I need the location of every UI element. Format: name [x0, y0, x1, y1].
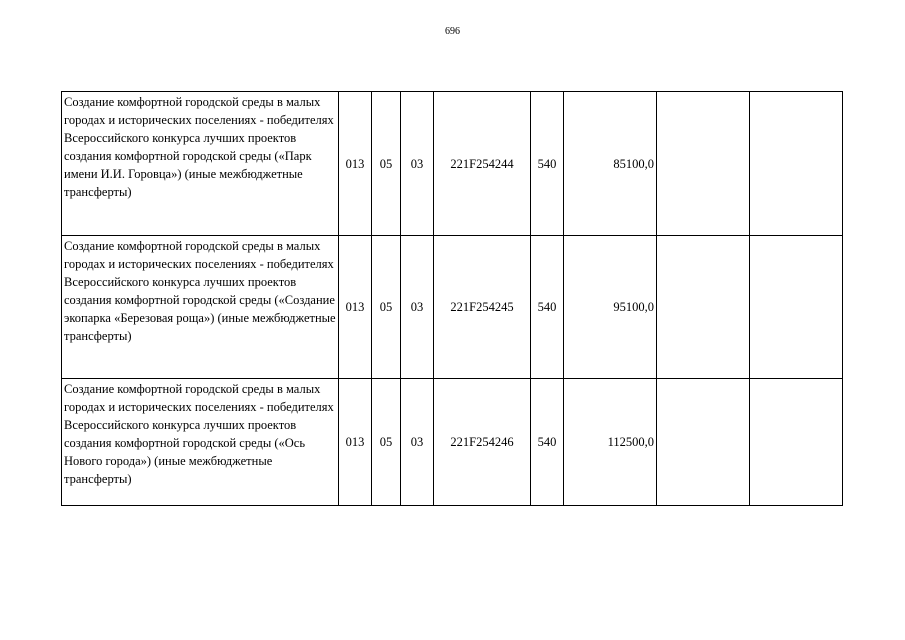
table-row — [62, 236, 843, 379]
expense-type-code: 540 — [531, 379, 564, 506]
amount-value: 112500,0 — [564, 379, 657, 506]
row-description: Создание комфортной городской среды в малых городах и исторических поселениях - победителях Всероссийского конкурса лучших проектов создания комфортной городской среды («Парк имени И.И. Горовца») (иные межбюджетные трансферты) — [62, 92, 339, 236]
row-description: Создание комфортной городской среды в малых городах и исторических поселениях - победителях Всероссийского конкурса лучших проектов создания комфортной городской среды («Ось Нового города») (иные межбюджетные трансферты) — [62, 379, 339, 506]
section-code: 05 — [372, 92, 401, 236]
target-article-code: 221F254246 — [434, 379, 531, 506]
table-row — [62, 92, 843, 236]
page-number: 696 — [445, 26, 460, 37]
row-description: Создание комфортной городской среды в малых городах и исторических поселениях - победителях Всероссийского конкурса лучших проектов создания комфортной городской среды («Создание экопарка «Березовая роща») (иные межбюджетные трансферты) — [62, 236, 339, 379]
amount-value: 95100,0 — [564, 236, 657, 379]
target-article-code: 221F254245 — [434, 236, 531, 379]
empty-cell — [657, 379, 750, 506]
empty-cell — [657, 236, 750, 379]
subsection-code: 03 — [401, 379, 434, 506]
section-code: 05 — [372, 379, 401, 506]
ministry-code: 013 — [339, 92, 372, 236]
subsection-code: 03 — [401, 92, 434, 236]
target-article-code: 221F254244 — [434, 92, 531, 236]
empty-cell — [750, 92, 843, 236]
budget-table — [61, 91, 843, 506]
empty-cell — [657, 92, 750, 236]
expense-type-code: 540 — [531, 236, 564, 379]
section-code: 05 — [372, 236, 401, 379]
amount-value: 85100,0 — [564, 92, 657, 236]
table-row — [62, 379, 843, 506]
ministry-code: 013 — [339, 379, 372, 506]
empty-cell — [750, 236, 843, 379]
empty-cell — [750, 379, 843, 506]
expense-type-code: 540 — [531, 92, 564, 236]
ministry-code: 013 — [339, 236, 372, 379]
subsection-code: 03 — [401, 236, 434, 379]
